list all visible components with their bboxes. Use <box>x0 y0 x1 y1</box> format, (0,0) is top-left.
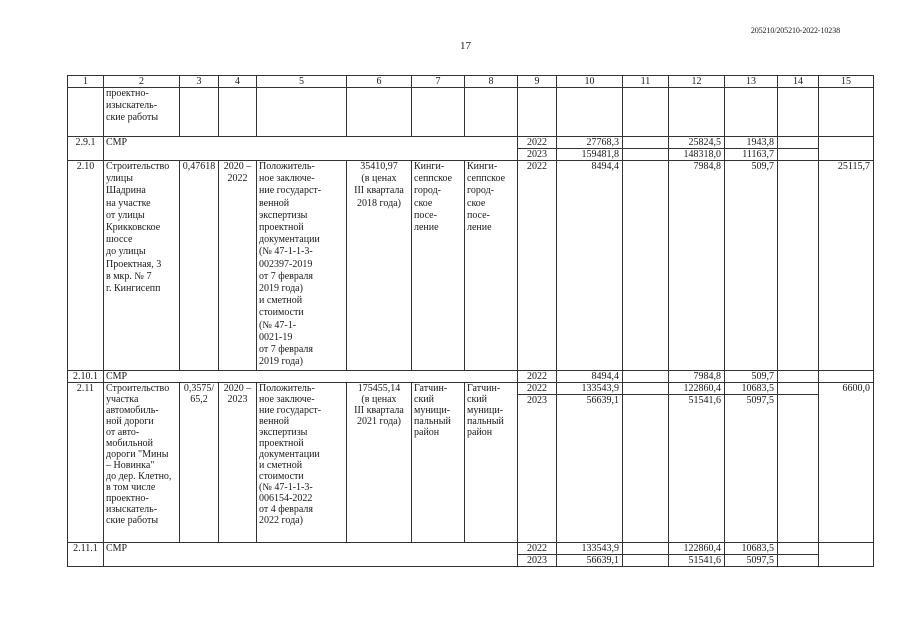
object-name: СМР <box>104 137 518 161</box>
object-name: СМР <box>104 371 518 383</box>
value-cell <box>623 555 669 567</box>
cost-cell: 35410,97 (в ценах III квартала 2018 года) <box>347 161 412 371</box>
customer-cell: Гатчин- ский муници- пальный район <box>412 383 465 543</box>
table-row <box>68 383 874 395</box>
value-cell: 509,7 <box>725 161 778 371</box>
value-cell <box>778 383 819 395</box>
year-cell: 2022 <box>518 383 557 395</box>
year-cell: 2023 <box>518 149 557 161</box>
object-name: СМР <box>104 543 518 567</box>
value-cell <box>623 395 669 543</box>
value-cell: 25824,5 <box>669 137 725 149</box>
value-cell: 122860,4 <box>669 383 725 395</box>
document-code: 205210/205210-2022-10238 <box>750 26 840 35</box>
value-cell: 159481,8 <box>557 149 623 161</box>
value-cell: 133543,9 <box>557 543 623 555</box>
header-row <box>68 76 874 88</box>
value-cell: 7984,8 <box>669 161 725 371</box>
capacity-cell: 0,47618 <box>180 161 219 371</box>
col-header: 13 <box>725 76 778 88</box>
row-number: 2.10 <box>68 161 104 371</box>
year-cell: 2023 <box>518 395 557 543</box>
owner-cell: Кинги- сеппское город- ское посе- ление <box>465 161 518 371</box>
value-cell: 148318,0 <box>669 149 725 161</box>
row-number: 2.11 <box>68 383 104 543</box>
row-number: 2.10.1 <box>68 371 104 383</box>
value-cell <box>778 543 819 555</box>
expertise-cell: Положитель- ное заключе- ние государст- венной экспертизы проектной документации (№ 47-1-1-3- 002397-2019 от 7 февраля 2019 года) и сметной стоимости (№ 47-1- 0021-19 от 7 февраля 2019 года) <box>257 161 347 371</box>
col-header: 5 <box>257 76 347 88</box>
value-cell <box>778 395 819 543</box>
value-cell: 56639,1 <box>557 555 623 567</box>
col-header: 15 <box>819 76 874 88</box>
value-cell: 8494,4 <box>557 161 623 371</box>
value-cell <box>778 371 819 383</box>
year-cell: 2022 <box>518 137 557 149</box>
value-cell <box>623 149 669 161</box>
value-cell: 10683,5 <box>725 543 778 555</box>
value-cell: 11163,7 <box>725 149 778 161</box>
value-cell: 5097,5 <box>725 555 778 567</box>
table-row <box>68 543 874 555</box>
object-name: Строительство улицы Шадрина на участке от улицы Крикковское шоссе до улицы Проектная, 3 в мкр. № 7 г. Кингисепп <box>104 161 180 371</box>
col-header: 8 <box>465 76 518 88</box>
col-header: 6 <box>347 76 412 88</box>
table-row <box>68 161 874 371</box>
value-cell: 8494,4 <box>557 371 623 383</box>
owner-cell: Гатчин- ский муници- пальный район <box>465 383 518 543</box>
value-cell <box>778 161 819 371</box>
col-header: 12 <box>669 76 725 88</box>
investment-table <box>67 75 874 567</box>
col-header: 3 <box>180 76 219 88</box>
row-number: 2.9.1 <box>68 137 104 161</box>
value-cell: 1943,8 <box>725 137 778 149</box>
value-cell <box>623 543 669 555</box>
value-cell <box>778 555 819 567</box>
table-row <box>68 137 874 149</box>
value-cell: 133543,9 <box>557 383 623 395</box>
value-cell: 6600,0 <box>819 383 874 543</box>
table-row <box>68 371 874 383</box>
value-cell <box>623 383 669 395</box>
value-cell: 56639,1 <box>557 395 623 543</box>
value-cell: 10683,5 <box>725 383 778 395</box>
col-header: 7 <box>412 76 465 88</box>
value-cell <box>623 137 669 149</box>
value-cell: 27768,3 <box>557 137 623 149</box>
value-cell: 51541,6 <box>669 395 725 543</box>
value-cell: 7984,8 <box>669 371 725 383</box>
value-cell <box>623 161 669 371</box>
customer-cell: Кинги- сеппское город- ское посе- ление <box>412 161 465 371</box>
year-cell: 2022 <box>518 543 557 555</box>
year-cell: 2023 <box>518 555 557 567</box>
row-number: 2.11.1 <box>68 543 104 567</box>
col-header: 4 <box>219 76 257 88</box>
col-header: 11 <box>623 76 669 88</box>
col-header: 10 <box>557 76 623 88</box>
capacity-cell: 0,3575/ 65,2 <box>180 383 219 543</box>
cost-cell: 175455,14 (в ценах III квартала 2021 года) <box>347 383 412 543</box>
col-header: 2 <box>104 76 180 88</box>
table-row <box>68 88 874 137</box>
value-cell: 5097,5 <box>725 395 778 543</box>
expertise-cell: Положитель- ное заключе- ние государст- венной экспертизы проектной документации и сметной стоимости (№ 47-1-1-3- 006154-2022 от 4 февраля 2022 года) <box>257 383 347 543</box>
value-cell <box>778 149 819 161</box>
object-name: проектно- изыскатель- ские работы <box>104 88 180 137</box>
object-name: Строительство участка автомобиль- ной дороги от авто- мобильной дороги "Мины – Новинка" до дер. Клетно, в том числе проектно- изыскатель- ские работы <box>104 383 180 543</box>
period-cell: 2020 – 2023 <box>219 383 257 543</box>
col-header: 14 <box>778 76 819 88</box>
value-cell <box>623 371 669 383</box>
value-cell: 51541,6 <box>669 555 725 567</box>
col-header: 1 <box>68 76 104 88</box>
period-cell: 2020 – 2022 <box>219 161 257 371</box>
value-cell <box>778 137 819 149</box>
value-cell: 509,7 <box>725 371 778 383</box>
value-cell: 25115,7 <box>819 161 874 371</box>
year-cell: 2022 <box>518 161 557 371</box>
value-cell: 122860,4 <box>669 543 725 555</box>
col-header: 9 <box>518 76 557 88</box>
year-cell: 2022 <box>518 371 557 383</box>
page-number: 17 <box>460 40 471 52</box>
